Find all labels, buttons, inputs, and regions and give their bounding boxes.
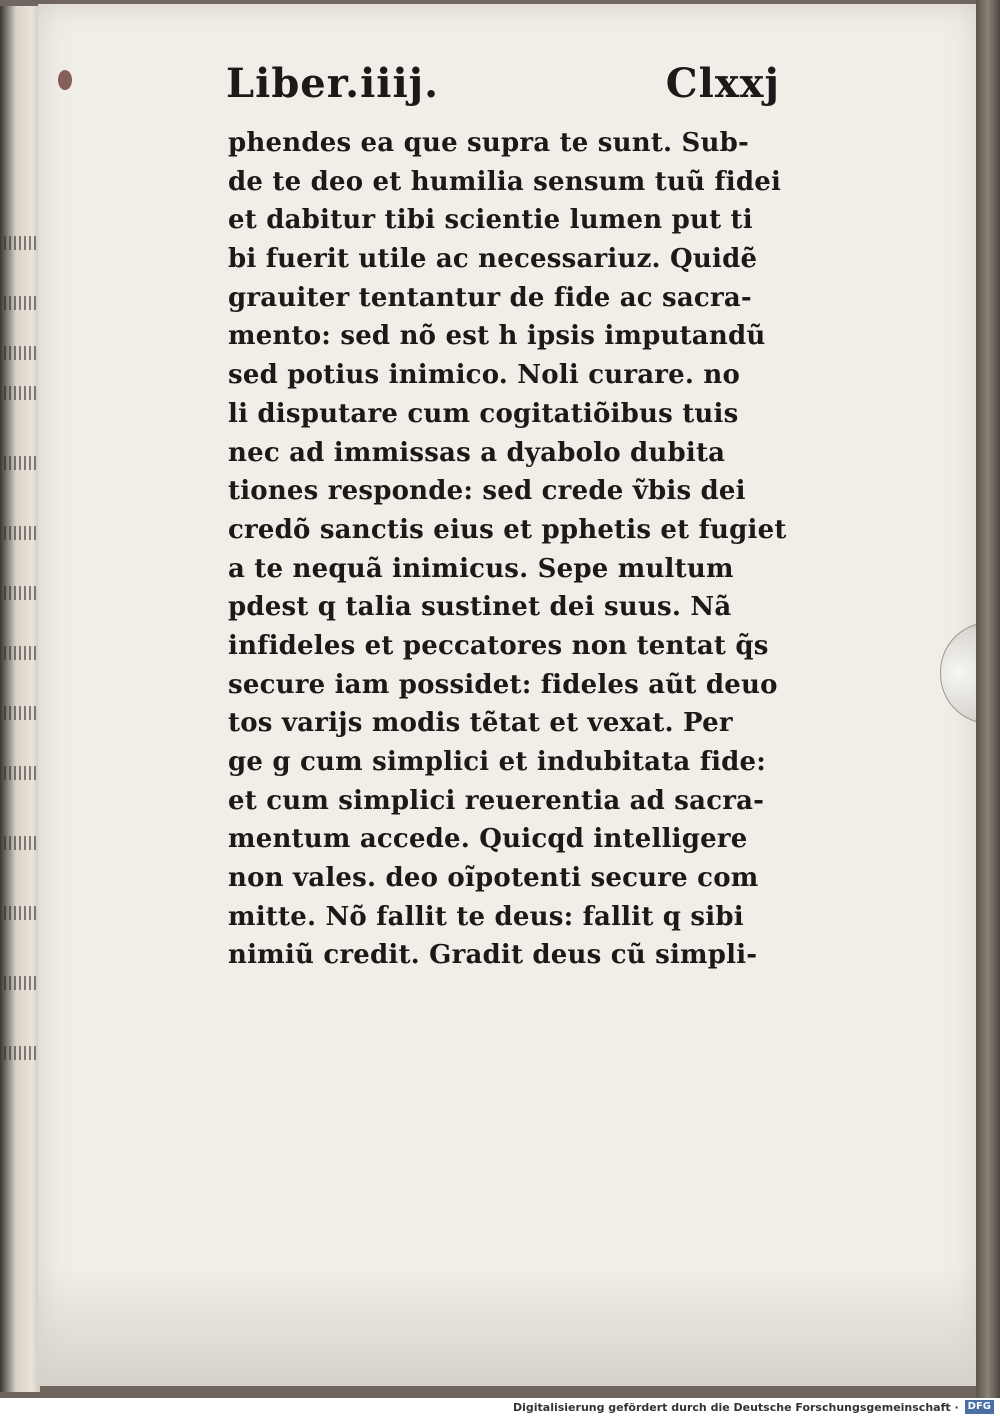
text-block [190,60,787,975]
text-line: secure iam possidet: fideles aũt deuo [228,669,778,700]
ghost-text [4,346,38,360]
ghost-text [4,526,38,540]
text-line: nimiũ credit. Gradit deus cũ simpli- [228,940,758,971]
text-line: de te deo et humilia sensum tuũ fidei [228,166,782,197]
text-line: et cum simplici reuerentia ad sacra- [228,785,765,816]
text-line: tos varijs modis tẽtat et vexat. Per [228,708,733,739]
book-cover-edge [976,0,1000,1398]
ghost-text [4,456,38,470]
previous-page-edge [0,6,40,1392]
text-line: mento: sed nõ est h ipsis imputandũ [228,321,766,352]
text-line: a te nequã inimicus. Sepe multum [228,553,734,584]
funding-credit: Digitalisierung gefördert durch die Deutsche Forschungsgemeinschaft [512,1400,951,1414]
text-line: grauiter tentantur de fide ac sacra- [228,282,752,313]
running-title: Liber.iiij. [226,60,440,107]
text-line: ge g cum simplici et indubitata fide: [228,747,767,777]
ghost-text [4,586,38,600]
text-line: tiones responde: sed crede ṽbis dei [228,476,746,507]
text-line: phendes ea que supra te sunt. Sub- [228,128,749,158]
text-line: mentum accede. Quicqd intelligere [228,824,748,855]
text-line: non vales. deo oĩpotenti secure com [228,863,759,894]
text-line: bi fuerit utile ac necessariuz. Quidẽ [228,244,758,275]
text-line: infideles et peccatores non tentat q̃s [228,630,769,661]
footer-bar: Digitalisierung gefördert durch die Deutsche Forschungsgemeinschaft · DFG [0,1398,1000,1416]
text-line: et dabitur tibi scientie lumen put ti [228,205,753,236]
ghost-text [4,236,38,250]
running-header [226,60,780,122]
dfg-logo: DFG [965,1400,994,1414]
text-line: li disputare cum cogitatiõibus tuis [228,398,739,429]
folio-number: Clxxj [665,60,780,107]
text-line: credõ sanctis eius et pphetis et fugiet [228,514,787,545]
body-text [228,124,787,975]
ghost-text [4,296,38,310]
ink-stain [58,70,72,90]
ghost-text [4,386,38,400]
ghost-text [4,766,38,780]
ghost-text [4,706,38,720]
ghost-text [4,836,38,850]
text-line: pdest q talia sustinet dei suus. Nã [228,592,732,623]
ghost-text [4,1046,38,1060]
text-line: sed potius inimico. Noli curare. no [228,360,741,391]
ghost-text [4,906,38,920]
text-line: mitte. Nõ fallit te deus: fallit q sibi [228,901,744,932]
ghost-text [4,976,38,990]
text-line: nec ad immissas a dyabolo dubita [228,437,726,468]
ghost-text [4,646,38,660]
